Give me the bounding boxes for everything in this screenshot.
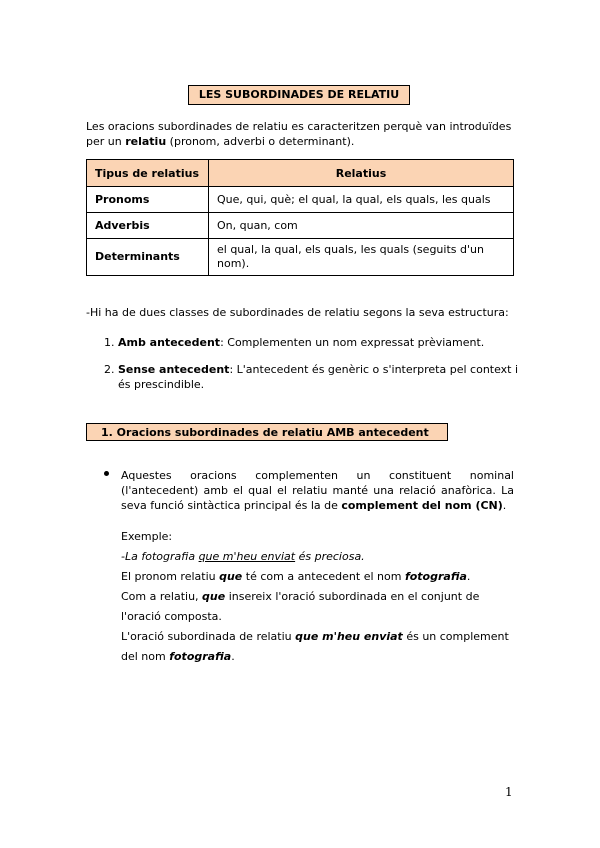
- example-label: Exemple:: [121, 530, 173, 543]
- page-title: LES SUBORDINADES DE RELATIU: [188, 85, 410, 105]
- page-number: 1: [505, 785, 513, 799]
- list-item: [118, 362, 532, 392]
- table-cell-type: Adverbis: [87, 213, 209, 239]
- text: L'oració subordinada de relatiu: [121, 630, 296, 643]
- table-cell-type: Pronoms: [87, 187, 209, 213]
- table-row: [87, 213, 514, 239]
- list-item-text: : Complementen un nom expressat prèviament.: [220, 336, 485, 349]
- table-cell-relatius: el qual, la qual, els quals, les quals (seguits d'un nom).: [209, 239, 514, 276]
- example-sentence: [121, 547, 514, 567]
- table-row: [87, 239, 514, 276]
- example-sentence-post: és preciosa.: [295, 550, 365, 563]
- list-item-bold: Sense antecedent: [118, 363, 230, 376]
- intro-paragraph: [86, 119, 516, 149]
- example-line-3: [121, 587, 514, 627]
- structure-list: [100, 335, 532, 404]
- classes-intro: -Hi ha de dues classes de subordinades de relatiu segons la seva estructura:: [86, 306, 509, 319]
- bullet-paragraph: [121, 468, 514, 513]
- emphasis: fotografia: [169, 650, 232, 663]
- intro-text-end: (pronom, adverbi o determinant).: [166, 135, 355, 148]
- table-cell-type: Determinants: [87, 239, 209, 276]
- table-header-type: Tipus de relatius: [87, 160, 209, 187]
- text: .: [231, 650, 235, 663]
- relatius-table: [86, 159, 514, 276]
- example-sentence-underlined: que m'heu enviat: [198, 550, 296, 563]
- emphasis: que m'heu enviat: [295, 630, 403, 643]
- intro-text: Les oracions subordinades de relatiu es caracteritzen perquè van introduïdes per un: [86, 120, 512, 148]
- bullet-icon: [104, 471, 109, 476]
- bullet-text: Aquestes oracions complementen un constituent nominal (l'antecedent) amb el qual el relatiu manté una relació anafòrica. La seva funció sintàctica principal és la de: [121, 469, 514, 512]
- section-title: 1. Oracions subordinades de relatiu AMB antecedent: [86, 423, 448, 441]
- text: és un complement del nom: [121, 630, 509, 663]
- intro-bold: relatiu: [125, 135, 167, 148]
- example-block: [121, 527, 514, 667]
- text: .: [466, 570, 471, 583]
- text: insereix l'oració subordinada en el conjunt de l'oració composta.: [121, 590, 480, 623]
- bullet-end: .: [502, 499, 507, 512]
- emphasis: fotografia: [404, 570, 467, 583]
- emphasis: que: [202, 590, 226, 603]
- table-cell-relatius: Que, qui, què; el qual, la qual, els quals, les quals: [209, 187, 514, 213]
- bullet-bold: complement del nom (CN): [341, 499, 503, 512]
- text: té com a antecedent el nom: [242, 570, 405, 583]
- table-header-relatius: Relatius: [209, 160, 514, 187]
- emphasis: que: [219, 570, 243, 583]
- example-line-2: [121, 567, 514, 587]
- bullet-block: [100, 468, 514, 667]
- list-item-text: : L'antecedent és genèric o s'interpreta pel context i és prescindible.: [118, 363, 519, 391]
- list-item-bold: Amb antecedent: [118, 336, 221, 349]
- text: Com a relatiu,: [121, 590, 203, 603]
- list-item: [118, 335, 532, 350]
- table-cell-relatius: On, quan, com: [209, 213, 514, 239]
- text: El pronom relatiu: [121, 570, 220, 583]
- table-header-row: [87, 160, 514, 187]
- example-sentence-pre: -La fotografia: [121, 550, 199, 563]
- example-line-4: [121, 627, 514, 667]
- table-row: [87, 187, 514, 213]
